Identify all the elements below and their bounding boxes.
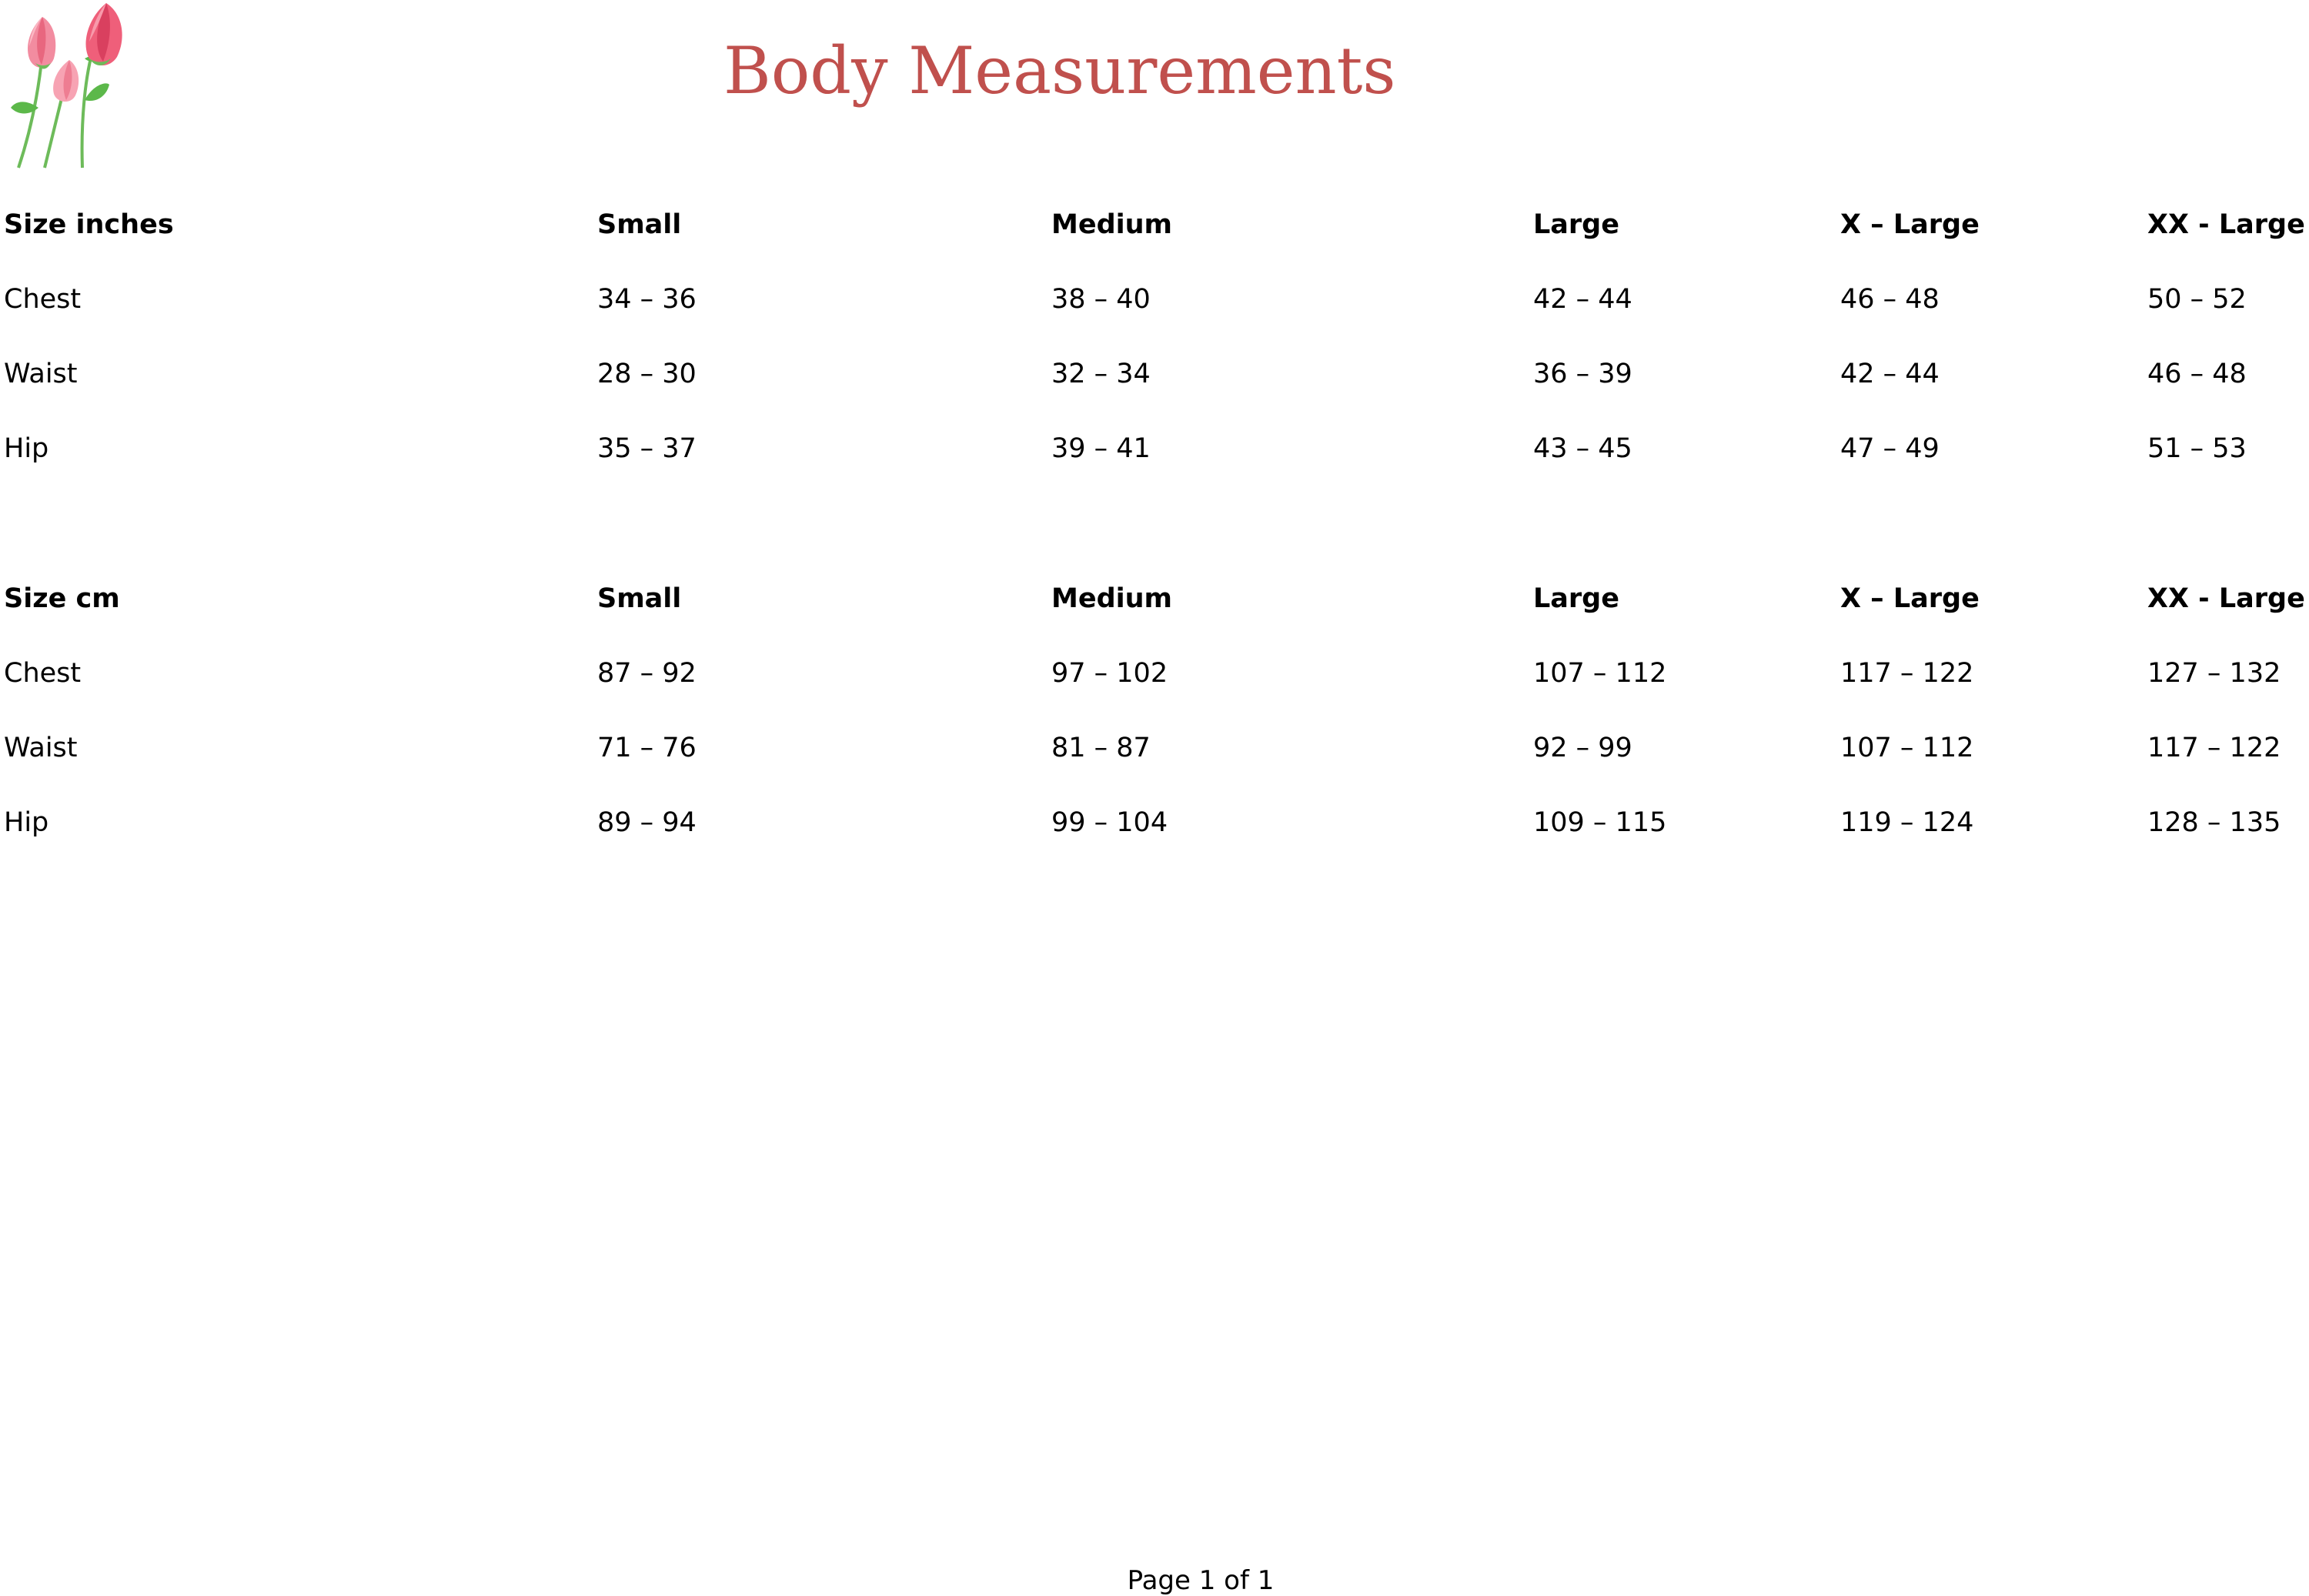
table-cell: 87 – 92: [597, 657, 697, 689]
table-row: [0, 710, 2309, 785]
table-row: [0, 636, 2309, 710]
table-cell: 39 – 41: [1051, 432, 1151, 464]
table-header: Large: [1533, 583, 1619, 614]
page-title: Body Measurements: [723, 33, 1396, 109]
table-cell: 47 – 49: [1840, 432, 1940, 464]
table-row: [0, 411, 2309, 486]
table-header: Medium: [1051, 209, 1173, 240]
table-header-row: [0, 187, 2309, 262]
table-header-row: [0, 561, 2309, 636]
table-cell: 34 – 36: [597, 283, 697, 315]
table-cell: 92 – 99: [1533, 732, 1632, 763]
table-cell: 97 – 102: [1051, 657, 1168, 689]
table-cell: 128 – 135: [2147, 806, 2281, 838]
table-cell: 117 – 122: [2147, 732, 2281, 763]
page-number: Page 1 of 1: [1127, 1565, 1275, 1596]
table-cell: 32 – 34: [1051, 358, 1151, 389]
table-cell: 28 – 30: [597, 358, 697, 389]
table-cell: 46 – 48: [1840, 283, 1940, 315]
inches-size-table: [0, 187, 2309, 486]
table-cell: 89 – 94: [597, 806, 697, 838]
table-cell: 38 – 40: [1051, 283, 1151, 315]
table-cell: 99 – 104: [1051, 806, 1168, 838]
table-cell: 109 – 115: [1533, 806, 1667, 838]
table-header: XX - Large: [2147, 209, 2305, 240]
table-cell: Waist: [4, 358, 78, 389]
table-header: X – Large: [1840, 583, 1980, 614]
table-row: [0, 262, 2309, 336]
rose-buds-icon: [8, 0, 123, 171]
table-cell: 42 – 44: [1840, 358, 1940, 389]
cm-size-table: [0, 561, 2309, 860]
table-cell: 107 – 112: [1840, 732, 1974, 763]
table-cell: 81 – 87: [1051, 732, 1151, 763]
table-header: Size cm: [4, 583, 120, 614]
table-cell: 71 – 76: [597, 732, 697, 763]
table-row: [0, 336, 2309, 411]
table-cell: Chest: [4, 283, 82, 315]
table-cell: 35 – 37: [597, 432, 697, 464]
table-cell: 43 – 45: [1533, 432, 1632, 464]
table-cell: Hip: [4, 432, 49, 464]
table-cell: Waist: [4, 732, 78, 763]
table-cell: 117 – 122: [1840, 657, 1974, 689]
table-header: Size inches: [4, 209, 174, 240]
table-cell: 107 – 112: [1533, 657, 1667, 689]
table-cell: 51 – 53: [2147, 432, 2247, 464]
table-cell: 36 – 39: [1533, 358, 1632, 389]
table-cell: Chest: [4, 657, 82, 689]
table-cell: 127 – 132: [2147, 657, 2281, 689]
table-header: Small: [597, 209, 682, 240]
table-cell: 119 – 124: [1840, 806, 1974, 838]
table-row: [0, 785, 2309, 860]
table-header: Small: [597, 583, 682, 614]
table-header: Large: [1533, 209, 1619, 240]
table-cell: 42 – 44: [1533, 283, 1632, 315]
table-header: X – Large: [1840, 209, 1980, 240]
table-cell: Hip: [4, 806, 49, 838]
table-header: XX - Large: [2147, 583, 2305, 614]
table-cell: 50 – 52: [2147, 283, 2247, 315]
table-header: Medium: [1051, 583, 1173, 614]
table-cell: 46 – 48: [2147, 358, 2247, 389]
